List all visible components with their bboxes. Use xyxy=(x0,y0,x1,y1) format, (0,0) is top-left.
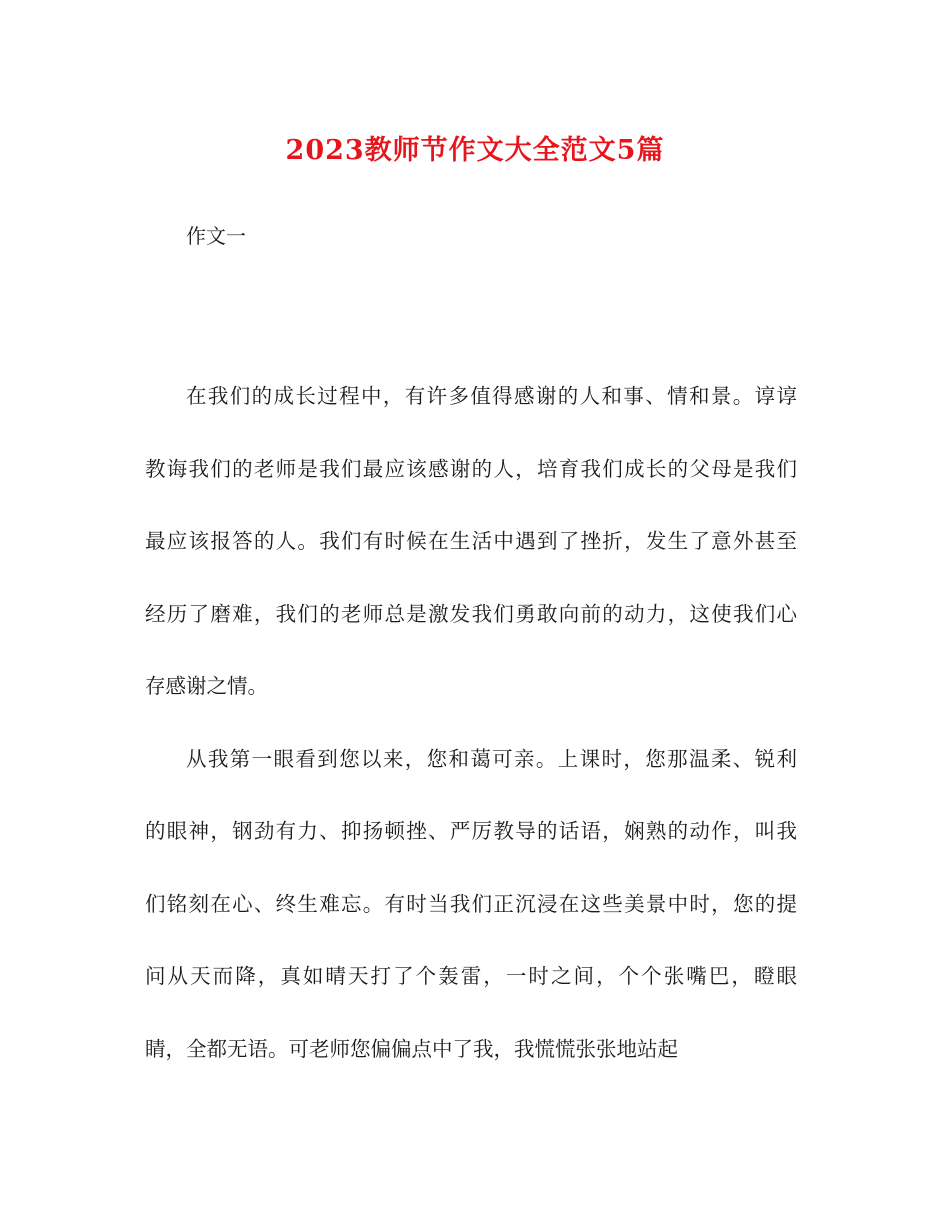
document-title: 2023教师节作文大全范文5篇 xyxy=(285,135,665,166)
paragraph-line: 经历了磨难，我们的老师总是激发我们勇敢向前的动力，这使我们心 xyxy=(145,601,797,626)
paragraph-line: 睛，全都无语。可老师您偏偏点中了我，我慌慌张张地站起 xyxy=(145,1036,678,1061)
paragraph-line: 问从天而降，真如晴天打了个轰雷，一时之间，个个张嘴巴，瞪眼 xyxy=(145,964,797,988)
paragraph-line: 最应该报答的人。我们有时候在生活中遇到了挫折，发生了意外甚至 xyxy=(145,529,797,553)
paragraph-2 xyxy=(145,723,797,1086)
paragraph-line: 在我们的成长过程中，有许多值得感谢的人和事、情和景。谆谆 xyxy=(186,384,797,408)
essay-body xyxy=(145,360,797,1085)
paragraph-1 xyxy=(145,360,797,723)
paragraph-line: 从我第一眼看到您以来，您和蔼可亲。上课时，您那温柔、锐利 xyxy=(186,746,797,771)
paragraph-line: 存感谢之情。 xyxy=(145,674,268,698)
section-heading: 作文一 xyxy=(186,224,246,248)
paragraph-line: 们铭刻在心、终生难忘。有时当我们正沉浸在这些美景中时，您的提 xyxy=(145,891,797,916)
paragraph-line: 的眼神，钢劲有力、抑扬顿挫、严厉教导的话语，娴熟的动作，叫我 xyxy=(145,819,797,843)
paragraph-line: 教诲我们的老师是我们最应该感谢的人，培育我们成长的父母是我们 xyxy=(145,456,797,481)
